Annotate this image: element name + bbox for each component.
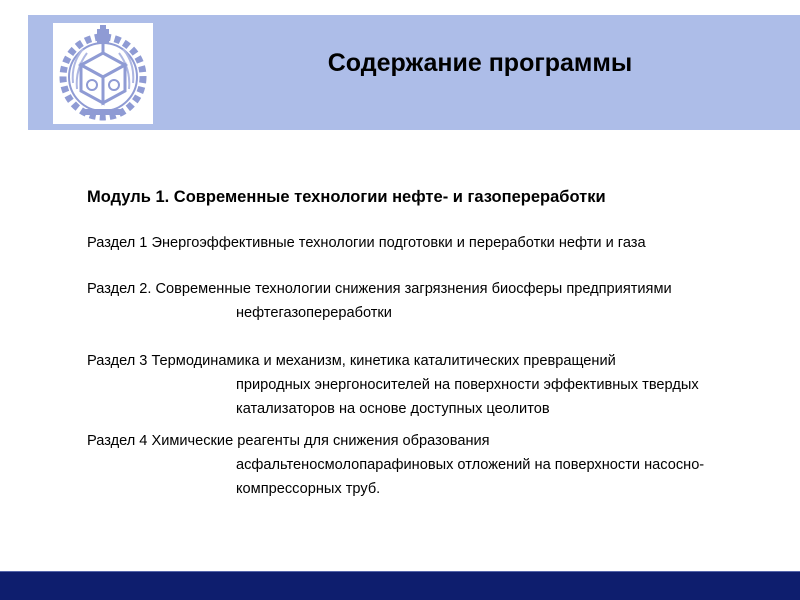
- footer-bar: [0, 572, 800, 600]
- program-content: [87, 185, 787, 523]
- section-1-text: Раздел 1 Энергоэффективные технологии подготовки и переработки нефти и газа: [87, 235, 646, 251]
- section-4-continuation: компрессорных труб.: [236, 481, 381, 497]
- section-3: [87, 349, 787, 421]
- section-1: [87, 231, 787, 255]
- section-4-text: Раздел 4 Химические реагенты для снижения образования: [87, 433, 490, 449]
- section-2-continuation: нефтегазопереработки: [236, 305, 392, 321]
- section-3-text: Раздел 3 Термодинамика и механизм, кинетика каталитических превращений: [87, 353, 616, 369]
- section-3-continuation: природных энергоносителей на поверхности эффективных твердых: [236, 377, 699, 393]
- section-2: [87, 277, 787, 325]
- module-heading: Модуль 1. Современные технологии нефте- и газопереработки: [87, 188, 606, 206]
- section-4: [87, 429, 787, 501]
- university-emblem-icon: [53, 23, 153, 124]
- section-4-continuation: асфальтеносмолопарафиновых отложений на поверхности насосно-: [236, 457, 705, 473]
- slide-title: Содержание программы: [327, 49, 633, 77]
- section-3-continuation: катализаторов на основе доступных цеолитов: [236, 401, 550, 417]
- section-2-text: Раздел 2. Современные технологии снижения загрязнения биосферы предприятиями: [87, 281, 672, 297]
